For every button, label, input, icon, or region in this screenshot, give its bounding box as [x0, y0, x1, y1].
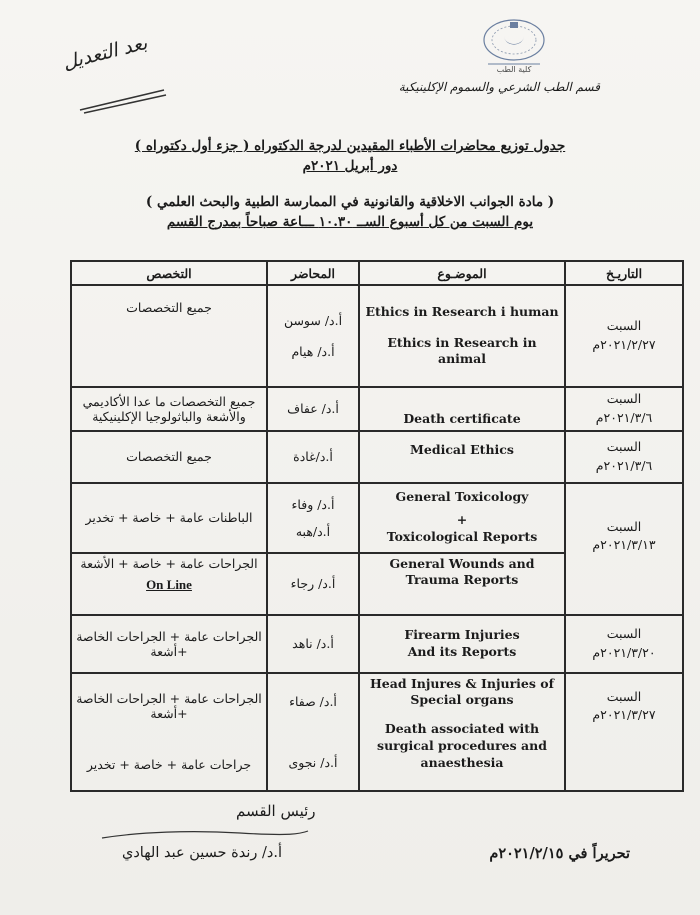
lecturer-name: أ.د/ سوسن — [283, 313, 343, 328]
topic-text: Head Injures & Injuries of Special organs — [369, 675, 554, 708]
topic-text: Ethics in Research i human — [365, 303, 559, 319]
date-cell — [565, 615, 683, 673]
lecturer-name: أ.د/ وفاء — [291, 496, 335, 512]
day-label: السبت — [606, 688, 642, 704]
online-badge: On Line — [146, 576, 192, 592]
lecturer-name: أ.د/ هيام — [291, 344, 335, 359]
topic-cell — [359, 615, 565, 673]
date-value: ٢٠٢١/٣/٦م — [595, 409, 653, 425]
date-value: ٢٠٢١/٣/٢٧م — [592, 707, 656, 723]
lecturer-cell: أ.د/غادة — [267, 431, 359, 483]
topic-text: + — [456, 512, 468, 528]
logo-caption: كلية الطب — [496, 65, 532, 74]
lecturer-cell: أ.د/ رجاء — [267, 553, 359, 615]
day-label: السبت — [606, 391, 642, 406]
lecture-schedule-table — [70, 260, 684, 792]
topic-cell: General Wounds and Trauma Reports — [359, 553, 565, 615]
day-label: السبت — [606, 318, 642, 334]
lecturer-name: أ.د/هبه — [295, 523, 331, 539]
lecturer-cell: أ.د/ ناهد — [267, 615, 359, 673]
topic-text: And its Reports — [407, 643, 517, 659]
department-name: قسم الطب الشرعي والسموم الإكلينيكية — [398, 80, 600, 94]
table-row — [71, 673, 683, 791]
date-value: ٢٠٢١/٣/٦م — [595, 457, 653, 473]
schedule-timing: يوم السبت من كل أسبوع الســ ١٠.٣٠ ـــاعة صباحاً بمدرج القسم — [166, 214, 534, 230]
topic-cell — [359, 673, 565, 791]
header-date: التاريـخ — [565, 261, 683, 285]
lecturer-name: أ.د/ صفاء — [289, 693, 337, 709]
specialty-cell — [71, 553, 267, 615]
header-topic: الموضـوع — [359, 261, 565, 285]
issue-date: تحريراً في ٢٠٢١/٢/١٥م — [489, 845, 630, 862]
table-row — [71, 615, 683, 673]
date-value: ٢٠٢١/٣/١٣م — [592, 537, 656, 553]
topic-text: General Toxicology — [395, 489, 529, 505]
day-label: السبت — [606, 438, 642, 454]
signature-name: أ.د/ رندة حسين عبد الهادي — [122, 845, 282, 861]
handwritten-note: بعد التعديل — [60, 31, 150, 75]
lecturer-name: أ.د/ نجوى — [288, 754, 338, 770]
topic-cell — [359, 285, 565, 387]
date-value: ٢٠٢١/٣/٢٠م — [592, 644, 656, 660]
specialty-cell: جميع التخصصات — [71, 431, 267, 483]
specialty-cell — [71, 673, 267, 791]
topic-cell — [359, 483, 565, 553]
header-lecturer: المحاضر — [267, 261, 359, 285]
date-cell — [565, 483, 683, 615]
specialty-text: الجراحات عامة + خاصة + الأشعة — [80, 555, 258, 571]
date-cell — [565, 387, 683, 431]
lecturer-cell: أ.د/ عفاف — [267, 387, 359, 431]
date-cell — [565, 285, 683, 387]
date-value: ٢٠٢١/٢/٢٧م — [592, 337, 656, 352]
day-label: السبت — [606, 518, 642, 534]
topic-cell: Medical Ethics — [359, 431, 565, 483]
specialty-cell: جميع التخصصات — [71, 285, 267, 387]
specialty-text: الجراحات عامة + الجراحات الخاصة +أشعة — [76, 691, 262, 721]
specialty-cell: جميع التخصصات ما عدا الأكاديمي والأشعة والباثولوجيا الإكلينيكية — [71, 387, 267, 431]
signature-stroke-icon — [100, 828, 310, 842]
table-header-row — [71, 261, 683, 285]
topic-text: Firearm Injuries — [404, 626, 520, 642]
table-row — [71, 387, 683, 431]
table-row — [71, 431, 683, 483]
topic-text: Ethics in Research in animal — [387, 334, 537, 367]
topic-cell: Death certificate — [359, 387, 565, 431]
date-cell — [565, 673, 683, 791]
day-label: السبت — [606, 625, 642, 641]
schedule-session: دور أبريل ٢٠٢١م — [302, 158, 398, 174]
lecturer-cell — [267, 673, 359, 791]
signature-title: رئيس القسم — [236, 802, 316, 820]
underline-strokes-icon — [78, 84, 168, 114]
specialty-cell: الباطنات عامة + خاصة + تخدير — [71, 483, 267, 553]
subject-title: ( مادة الجوانب الاخلاقية والقانونية في الممارسة الطبية والبحث العلمي ) — [145, 194, 555, 210]
specialty-cell: الجراحات عامة + الجراحات الخاصة +أشعة — [71, 615, 267, 673]
table-row — [71, 285, 683, 387]
topic-text: Death associated with surgical procedures and anaesthesia — [377, 721, 547, 770]
table-row — [71, 483, 683, 553]
schedule-title: جدول توزيع محاضرات الأطباء المقيدين لدرجة الدكتوراه ( جزء أول دكتوراه ) — [134, 138, 566, 154]
lecturer-cell — [267, 483, 359, 553]
topic-text: Toxicological Reports — [386, 528, 538, 544]
specialty-text: جراحات عامة + خاصة + تخدير — [86, 757, 252, 772]
university-logo-icon — [468, 12, 560, 76]
lecturer-cell — [267, 285, 359, 387]
date-cell — [565, 431, 683, 483]
header-specialty: التخصص — [71, 261, 267, 285]
